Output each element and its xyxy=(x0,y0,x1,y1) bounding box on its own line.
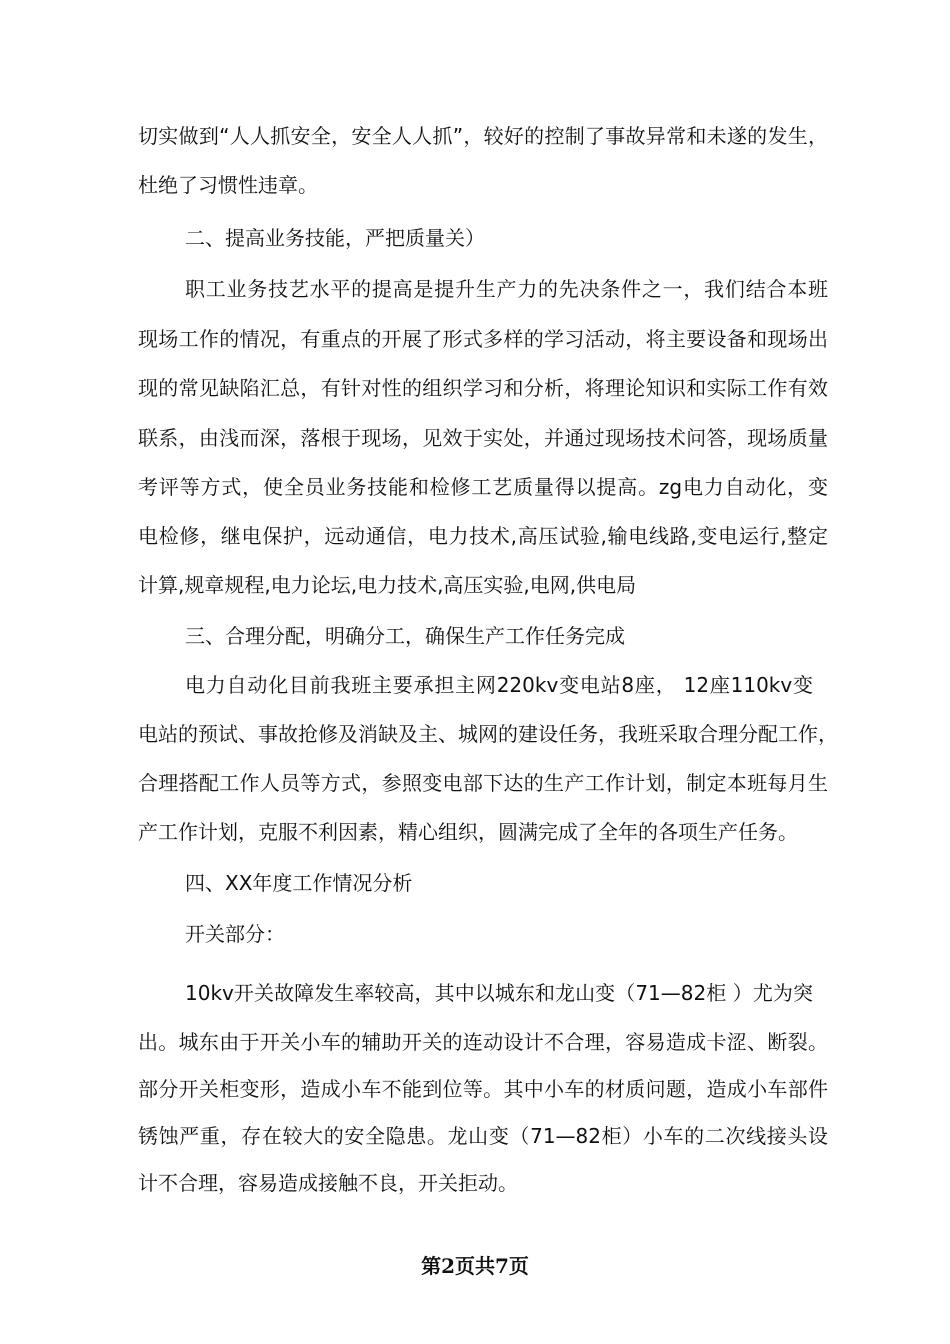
body-text-line: 出。城东由于开关小车的辅助开关的连动设计不合理，容易造成卡涩、断裂。 xyxy=(138,1030,828,1054)
body-text-line: 计算,规章规程,电力论坛,电力技术,高压实验,电网,供电局 xyxy=(138,573,637,597)
body-text-line: 电检修，继电保护，远动通信，电力技术,高压试验,输电线路,变电运行,整定 xyxy=(138,524,828,548)
body-text-line: 职工业务技艺水平的提高是提升生产力的先决条件之一，我们结合本班 xyxy=(185,277,828,301)
body-text-line: 考评等方式，使全员业务技能和检修工艺质量得以提高。zg电力自动化，变 xyxy=(138,475,828,499)
body-text-line: 10kv开关故障发生率较高，其中以城东和龙山变（71—82柜 ）尤为突 xyxy=(185,981,813,1005)
body-text-line: 现的常见缺陷汇总，有针对性的组织学习和分析，将理论知识和实际工作有效 xyxy=(138,376,828,400)
body-text-line: 联系，由浅而深，落根于现场，见效于实处，并通过现场技术问答，现场质量 xyxy=(138,426,828,450)
section-heading: 二、提高业务技能，严把质量关） xyxy=(185,226,485,250)
page-number: 第2页共7页 xyxy=(421,1254,529,1278)
body-text-line: 电站的预试、事故抢修及消缺及主、城网的建设任务，我班采取合理分配工作， xyxy=(138,722,838,746)
body-text-line: 部分开关柜变形，造成小车不能到位等。其中小车的材质问题，造成小车部件 xyxy=(138,1077,828,1101)
body-text-line: 切实做到“人人抓安全，安全人人抓”，较好的控制了事故异常和未遂的发生， xyxy=(138,124,828,148)
body-text-line: 产工作计划，克服不利因素，精心组织，圆满完成了全年的各项生产任务。 xyxy=(138,820,798,844)
body-text-line: 合理搭配工作人员等方式，参照变电部下达的生产工作计划，制定本班每月生 xyxy=(138,771,828,795)
subsection-label: 开关部分： xyxy=(185,922,285,946)
body-text-line: 计不合理，容易造成接触不良，开关拒动。 xyxy=(138,1171,518,1195)
section-heading: 四、XX年度工作情况分析 xyxy=(185,871,413,895)
section-heading: 三、合理分配，明确分工，确保生产工作任务完成 xyxy=(185,624,625,648)
body-text-line: 电力自动化目前我班主要承担主网220kv变电站8座， 12座110kv变 xyxy=(185,673,813,697)
body-text-line: 锈蚀严重，存在较大的安全隐患。龙山变（71—82柜）小车的二次线接头设 xyxy=(138,1124,828,1148)
body-text-line: 现场工作的情况，有重点的开展了形式多样的学习活动，将主要设备和现场出 xyxy=(138,327,828,351)
body-text-line: 杜绝了习惯性违章。 xyxy=(138,173,318,197)
